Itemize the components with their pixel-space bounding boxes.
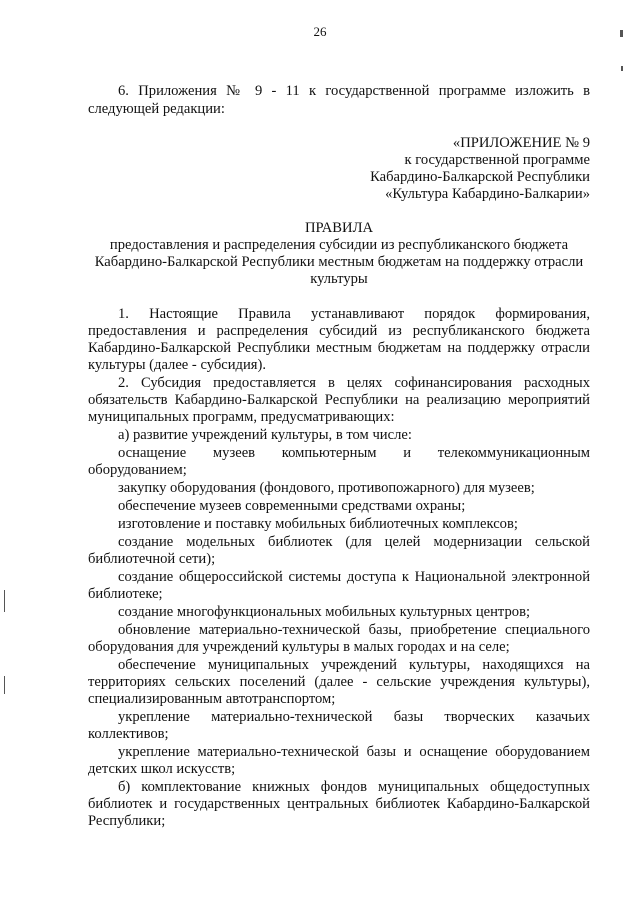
body-line: изготовление и поставку мобильных библиотечных комплексов;	[118, 516, 518, 532]
intro-line: следующей редакции:	[88, 101, 225, 117]
body-line: укрепление материально-технической базы творческих казачьих	[118, 709, 590, 725]
intro-line: 6. Приложения № 9 - 11 к государственной программе изложить в	[118, 83, 590, 99]
body-line: обеспечение музеев современными средствами охраны;	[118, 498, 466, 514]
body-line: территориях сельских поселений (далее - сельские учреждения культуры),	[88, 674, 590, 690]
scan-mark	[621, 66, 623, 71]
body-line: специализированным автотранспортом;	[88, 691, 336, 707]
body-line: создание общероссийской системы доступа к Национальной электронной	[118, 569, 590, 585]
appendix-line: к государственной программе	[404, 152, 590, 168]
body-line: обновление материально-технической базы, приобретение специального	[118, 622, 590, 638]
scan-mark	[4, 676, 5, 694]
subtitle-line: культуры	[310, 271, 368, 287]
body-line: создание модельных библиотек (для целей модернизации сельской	[118, 534, 590, 550]
body-line: муниципальных программ, предусматривающих:	[88, 409, 395, 425]
body-line: библиотек и государственных центральных библиотек Кабардино-Балкарской	[88, 796, 590, 812]
body-line: Республики;	[88, 813, 166, 829]
body-line: детских школ искусств;	[88, 761, 236, 777]
scan-mark	[620, 30, 623, 37]
body-line: оборудования для учреждений культуры в малых городах и на селе;	[88, 639, 510, 655]
body-line: предоставления и распределения субсидий из республиканского бюджета	[88, 323, 590, 339]
body-line: закупку оборудования (фондового, противопожарного) для музеев;	[118, 480, 535, 496]
body-line: создание многофункциональных мобильных культурных центров;	[118, 604, 531, 620]
body-line: а) развитие учреждений культуры, в том числе:	[118, 427, 412, 443]
body-line: библиотечной сети);	[88, 551, 216, 567]
page-number: 26	[313, 24, 327, 39]
body-line: культуры (далее - субсидия).	[88, 357, 266, 373]
body-line: 1. Настоящие Правила устанавливают порядок формирования,	[118, 306, 590, 322]
appendix-line: «ПРИЛОЖЕНИЕ № 9	[452, 135, 590, 151]
subtitle-line: Кабардино-Балкарской Республики местным бюджетам на поддержку отрасли	[94, 254, 584, 270]
subtitle-line: предоставления и распределения субсидии из республиканского бюджета	[109, 237, 569, 253]
appendix-line: Кабардино-Балкарской Республики	[370, 169, 590, 185]
body-line: оборудованием;	[88, 462, 187, 478]
document-title: ПРАВИЛА	[304, 220, 374, 236]
body-line: обязательств Кабардино-Балкарской Республики на реализацию мероприятий	[88, 392, 590, 408]
body-line: оснащение музеев компьютерным и телекоммуникационным	[118, 445, 590, 461]
body-line: б) комплектование книжных фондов муниципальных общедоступных	[118, 779, 590, 795]
body-line: укрепление материально-технической базы и оснащение оборудованием	[118, 744, 590, 760]
body-line: коллективов;	[88, 726, 169, 742]
appendix-line: «Культура Кабардино-Балкарии»	[385, 186, 590, 202]
scan-mark	[4, 590, 5, 612]
body-line: 2. Субсидия предоставляется в целях софинансирования расходных	[118, 375, 590, 391]
body-line: обеспечение муниципальных учреждений культуры, находящихся на	[118, 657, 590, 673]
body-line: Кабардино-Балкарской Республики местным бюджетам на поддержку отрасли	[88, 340, 590, 356]
body-line: библиотеке;	[88, 586, 163, 602]
